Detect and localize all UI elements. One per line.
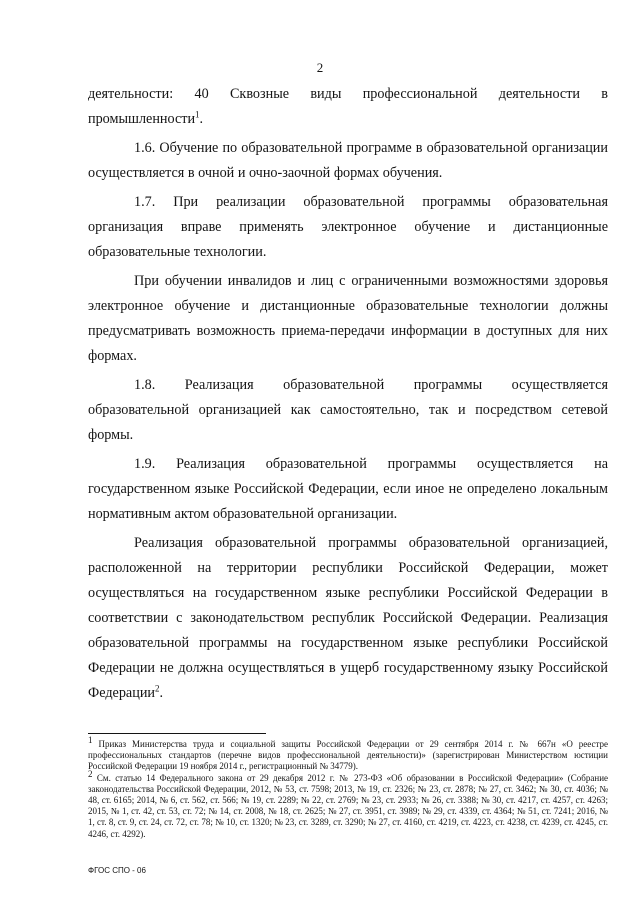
paragraph-1-9: 1.9. Реализация образовательной программы осуществляется на государственном языке Российской Федерации, если иное не определено локальным нормативным актом образовательной организации. (88, 456, 608, 522)
footnote-1 (88, 735, 609, 773)
paragraph-1-6: 1.6. Обучение по образовательной программе в образовательной организации осуществляется в очной и очно-заочной формах обучения. (88, 140, 608, 181)
paragraph-1-8: 1.8. Реализация образовательной программы осуществляется образовательной организацией как самостоятельно, так и посредством сетевой формы. (88, 377, 608, 443)
paragraph-disabled-learners: При обучении инвалидов и лиц с ограниченными возможностями здоровья электронное обучение и дистанционные образовательные технологии должны предусматривать возможность приема-передачи информации в доступных для них формах. (88, 273, 608, 364)
paragraph-republic-language (88, 531, 608, 706)
footnote-text: См. статью 14 Федерального закона от 29 декабря 2012 г. № 273-ФЗ «Об образовании в Российской Федерации» (Собрание законодательства Российской Федерации, 2012, № 53, ст. 7598; 2013, № 19, ст. 2326; № 23, ст. 2878; № 27, ст. 3462; № 30, ст. 4036; № 48, ст. 6165; 2014, № 6, ст. 562, ст. 566; № 19, ст. 2289; № 22, ст. 2769; № 23, ст. 2933; № 26, ст. 3388; № 30, ст. 4217, ст. 4257, ст. 4263; 2015, № 1, ст. 42, ст. 53, ст. 72; № 14, ст. 2008, № 18, ст. 2625; № 27, ст. 3951, ст. 3989; № 29, ст. 4339, ст. 4364; № 51, ст. 7241; 2016, № 1, ст. 8, ст. 9, ст. 24, ст. 72, ст. 78; № 10, ст. 1320; № 23, ст. 3289, ст. 3290; № 27, ст. 4160, ст. 4219, ст. 4223, ст. 4238, ст. 4239, ст. 4245, ст. 4246, ст. 4292). (88, 772, 609, 839)
paragraph-tail: . (199, 111, 204, 127)
footnote-mark: 1 (88, 735, 93, 745)
footnote-text: Приказ Министерства труда и социальной защиты Российской Федерации от 29 сентября 2014 г. № 667н «О реестре профессиональных стандартов (перечне видов профессиональной деятельности)» (зарегистрирован Министерством юстиции Российской Федерации 19 ноября 2014 г., регистрационный № 34779). (88, 739, 609, 772)
footnote-ref-1[interactable]: 1 (195, 109, 200, 120)
paragraph-1-7: 1.7. При реализации образовательной программы образовательная организация вправе применять электронное обучение и дистанционные образовательные технологии. (88, 194, 608, 260)
footnote-2 (88, 768, 609, 840)
footnotes (88, 735, 609, 840)
footer-code: ФГОС СПО - 06 (88, 866, 146, 875)
body-text (88, 82, 608, 710)
paragraph-text: деятельности: 40 Сквозные виды профессиональной деятельности в промышленности (88, 86, 608, 127)
paragraph-tail: . (159, 685, 164, 701)
page-number: 2 (316, 60, 324, 75)
paragraph-continuation (88, 82, 608, 132)
footnote-separator (88, 733, 266, 734)
paragraph-text: Реализация образовательной программы образовательной организацией, расположенной на территории республики Российской Федерации, может осуществляться на государственном языке республики Российской Федерации в соответствии с законодательством республик Российской Федерации. Реализация образовательной программы на государственном языке республики Российской Федерации не должна осуществляться в ущерб государственному языку Российской Федерации (88, 535, 608, 701)
footnote-mark: 2 (88, 768, 93, 779)
footnote-ref-2[interactable]: 2 (155, 683, 160, 694)
